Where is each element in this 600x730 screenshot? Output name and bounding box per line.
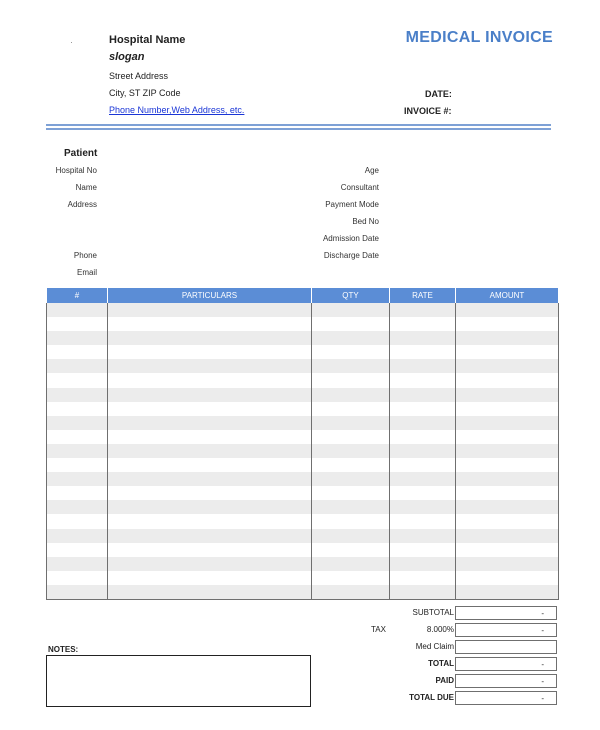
- cell-particulars[interactable]: [108, 444, 312, 458]
- cell-rate[interactable]: [390, 543, 456, 557]
- table-row: [47, 430, 559, 444]
- cell-particulars[interactable]: [108, 317, 312, 331]
- table-row: [47, 359, 559, 373]
- cell-amount[interactable]: [456, 486, 559, 500]
- cell-number[interactable]: [47, 317, 108, 331]
- med-claim-label: Med Claim: [415, 642, 454, 651]
- cell-amount[interactable]: [456, 529, 559, 543]
- cell-particulars[interactable]: [108, 557, 312, 571]
- cell-number[interactable]: [47, 303, 108, 317]
- cell-particulars[interactable]: [108, 303, 312, 317]
- cell-amount[interactable]: [456, 472, 559, 486]
- notes-label: NOTES:: [48, 645, 79, 654]
- table-row: [47, 543, 559, 557]
- cell-number[interactable]: [47, 514, 108, 528]
- table-row: [47, 317, 559, 331]
- table-row: [47, 458, 559, 472]
- cell-amount[interactable]: [456, 571, 559, 585]
- cell-particulars[interactable]: [108, 430, 312, 444]
- paid-label: PAID: [435, 676, 454, 685]
- invoice-title: MEDICAL INVOICE: [405, 29, 553, 46]
- hospital-name: Hospital Name: [109, 34, 186, 46]
- invoice-number-label: INVOICE #:: [404, 106, 452, 116]
- cell-amount[interactable]: [456, 373, 559, 387]
- cell-particulars[interactable]: [108, 500, 312, 514]
- header-rule-bottom: [46, 128, 551, 130]
- cell-qty[interactable]: [312, 388, 390, 402]
- cell-particulars[interactable]: [108, 472, 312, 486]
- cell-qty[interactable]: [312, 345, 390, 359]
- table-row: [47, 388, 559, 402]
- cell-qty[interactable]: [312, 373, 390, 387]
- cell-qty[interactable]: [312, 402, 390, 416]
- cell-rate[interactable]: [390, 359, 456, 373]
- slogan: slogan: [109, 51, 145, 63]
- table-row: [47, 444, 559, 458]
- cell-rate[interactable]: [390, 416, 456, 430]
- table-row: [47, 585, 559, 600]
- cell-qty[interactable]: [312, 543, 390, 557]
- cell-rate[interactable]: [390, 303, 456, 317]
- cell-number[interactable]: [47, 444, 108, 458]
- notes-box[interactable]: [46, 655, 311, 707]
- cell-amount[interactable]: [456, 359, 559, 373]
- cell-number[interactable]: [47, 458, 108, 472]
- cell-number[interactable]: [47, 402, 108, 416]
- cell-rate[interactable]: [390, 486, 456, 500]
- table-row: [47, 557, 559, 571]
- patient-phone-label: Phone: [73, 251, 97, 260]
- cell-particulars[interactable]: [108, 373, 312, 387]
- table-row: [47, 303, 559, 317]
- cell-amount[interactable]: [456, 543, 559, 557]
- bed-no-label: Bed No: [352, 217, 379, 226]
- cell-qty[interactable]: [312, 529, 390, 543]
- table-row: [47, 373, 559, 387]
- street-address: Street Address: [109, 71, 169, 81]
- cell-particulars[interactable]: [108, 529, 312, 543]
- cell-qty[interactable]: [312, 317, 390, 331]
- cell-particulars[interactable]: [108, 359, 312, 373]
- table-row: [47, 345, 559, 359]
- paid-value[interactable]: -: [455, 674, 557, 688]
- cell-particulars[interactable]: [108, 543, 312, 557]
- cell-rate[interactable]: [390, 317, 456, 331]
- cell-qty[interactable]: [312, 359, 390, 373]
- cell-number[interactable]: [47, 571, 108, 585]
- cell-rate[interactable]: [390, 444, 456, 458]
- cell-qty[interactable]: [312, 500, 390, 514]
- patient-name-label: Name: [75, 183, 97, 192]
- col-header-number: #: [47, 288, 108, 303]
- city-zip: City, ST ZIP Code: [109, 88, 181, 98]
- cell-rate[interactable]: [390, 373, 456, 387]
- cell-qty[interactable]: [312, 444, 390, 458]
- cell-qty[interactable]: [312, 557, 390, 571]
- total-value[interactable]: -: [455, 657, 557, 671]
- cell-rate[interactable]: [390, 529, 456, 543]
- cell-qty[interactable]: [312, 571, 390, 585]
- cell-qty[interactable]: [312, 514, 390, 528]
- cell-amount[interactable]: [456, 303, 559, 317]
- cell-particulars[interactable]: [108, 331, 312, 345]
- cell-particulars[interactable]: [108, 388, 312, 402]
- cell-rate[interactable]: [390, 571, 456, 585]
- date-label: DATE:: [425, 89, 452, 99]
- table-row: [47, 571, 559, 585]
- cell-number[interactable]: [47, 543, 108, 557]
- cell-rate[interactable]: [390, 514, 456, 528]
- cell-number[interactable]: [47, 585, 108, 600]
- table-row: [47, 500, 559, 514]
- cell-particulars[interactable]: [108, 571, 312, 585]
- cell-particulars[interactable]: [108, 402, 312, 416]
- cell-amount[interactable]: [456, 430, 559, 444]
- col-header-rate: RATE: [390, 288, 456, 303]
- cell-number[interactable]: [47, 359, 108, 373]
- cell-amount[interactable]: [456, 444, 559, 458]
- contact-link[interactable]: Phone Number,Web Address, etc.: [109, 105, 245, 115]
- table-row: [47, 416, 559, 430]
- cell-amount[interactable]: [456, 557, 559, 571]
- cell-amount[interactable]: [456, 500, 559, 514]
- discharge-date-label: Discharge Date: [323, 251, 379, 260]
- cell-number[interactable]: [47, 500, 108, 514]
- patient-heading: Patient: [64, 148, 98, 159]
- hospital-no-label: Hospital No: [55, 166, 97, 175]
- col-header-amount: AMOUNT: [456, 288, 559, 303]
- tax-rate: 8.000%: [426, 625, 454, 634]
- cell-rate[interactable]: [390, 458, 456, 472]
- cell-number[interactable]: [47, 388, 108, 402]
- cell-amount[interactable]: [456, 514, 559, 528]
- cell-rate[interactable]: [390, 402, 456, 416]
- col-header-qty: QTY: [312, 288, 390, 303]
- table-body: [47, 303, 559, 599]
- cell-qty[interactable]: [312, 585, 390, 600]
- cell-number[interactable]: [47, 373, 108, 387]
- tax-value[interactable]: -: [455, 623, 557, 637]
- decorative-dot: [71, 42, 72, 43]
- table-header-row: [47, 288, 559, 303]
- consultant-label: Consultant: [340, 183, 379, 192]
- cell-amount[interactable]: [456, 458, 559, 472]
- cell-number[interactable]: [47, 331, 108, 345]
- cell-rate[interactable]: [390, 585, 456, 600]
- items-table-container: [46, 288, 558, 600]
- cell-amount[interactable]: [456, 345, 559, 359]
- table-row: [47, 472, 559, 486]
- admission-date-label: Admission Date: [322, 234, 379, 243]
- header-rule-top: [46, 124, 551, 126]
- cell-particulars[interactable]: [108, 486, 312, 500]
- cell-particulars[interactable]: [108, 416, 312, 430]
- age-label: Age: [364, 166, 379, 175]
- table-row: [47, 514, 559, 528]
- cell-amount[interactable]: [456, 388, 559, 402]
- cell-particulars[interactable]: [108, 514, 312, 528]
- subtotal-label: SUBTOTAL: [412, 608, 454, 617]
- cell-rate[interactable]: [390, 345, 456, 359]
- cell-amount[interactable]: [456, 402, 559, 416]
- col-header-particulars: PARTICULARS: [108, 288, 312, 303]
- cell-rate[interactable]: [390, 500, 456, 514]
- cell-rate[interactable]: [390, 331, 456, 345]
- payment-mode-label: Payment Mode: [325, 200, 379, 209]
- cell-particulars[interactable]: [108, 458, 312, 472]
- table-row: [47, 331, 559, 345]
- cell-rate[interactable]: [390, 388, 456, 402]
- cell-qty[interactable]: [312, 472, 390, 486]
- table-row: [47, 529, 559, 543]
- cell-qty[interactable]: [312, 430, 390, 444]
- cell-qty[interactable]: [312, 416, 390, 430]
- med-claim-value[interactable]: [455, 640, 557, 654]
- cell-number[interactable]: [47, 557, 108, 571]
- items-table: [46, 288, 559, 600]
- patient-email-label: Email: [76, 268, 97, 277]
- patient-address-label: Address: [67, 200, 97, 209]
- cell-qty[interactable]: [312, 331, 390, 345]
- cell-rate[interactable]: [390, 472, 456, 486]
- cell-number[interactable]: [47, 416, 108, 430]
- cell-rate[interactable]: [390, 557, 456, 571]
- total-label: TOTAL: [428, 659, 454, 668]
- tax-label: TAX: [371, 625, 386, 634]
- cell-amount[interactable]: [456, 317, 559, 331]
- cell-number[interactable]: [47, 529, 108, 543]
- cell-qty[interactable]: [312, 303, 390, 317]
- cell-particulars[interactable]: [108, 585, 312, 600]
- cell-qty[interactable]: [312, 458, 390, 472]
- table-row: [47, 402, 559, 416]
- cell-qty[interactable]: [312, 486, 390, 500]
- total-due-label: TOTAL DUE: [409, 693, 454, 702]
- total-due-value[interactable]: -: [455, 691, 557, 705]
- cell-number[interactable]: [47, 472, 108, 486]
- subtotal-value[interactable]: -: [455, 606, 557, 620]
- cell-number[interactable]: [47, 430, 108, 444]
- cell-number[interactable]: [47, 345, 108, 359]
- cell-amount[interactable]: [456, 416, 559, 430]
- cell-rate[interactable]: [390, 430, 456, 444]
- cell-amount[interactable]: [456, 331, 559, 345]
- table-row: [47, 486, 559, 500]
- cell-number[interactable]: [47, 486, 108, 500]
- cell-particulars[interactable]: [108, 345, 312, 359]
- cell-amount[interactable]: [456, 585, 559, 600]
